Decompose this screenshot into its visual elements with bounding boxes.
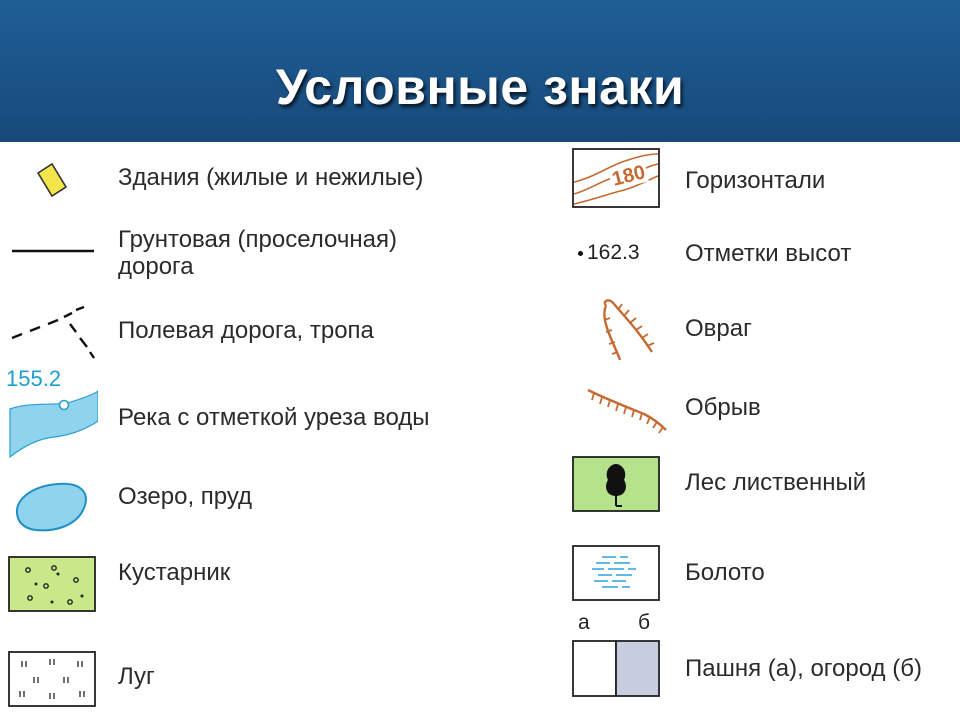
elevation-value: 162.3 [587,241,640,264]
cliff-icon [584,382,670,438]
title-bar [0,0,960,142]
building-icon [28,160,76,200]
elevation-mark-icon [578,240,668,268]
lake-icon [10,476,90,536]
swamp-icon [572,545,662,603]
arable-garden-icon [572,640,662,698]
legend-label-arable-garden: Пашня (а), огород (б) [685,655,922,682]
legend-label-shrub: Кустарник [118,559,231,586]
legend-label-ravine: Овраг [685,315,752,342]
contour-value: 180 [609,161,648,191]
legend-label-cliff: Обрыв [685,394,761,421]
legend-label-deciduous-forest: Лес лиственный [685,469,867,496]
legend-label-swamp: Болото [685,559,765,586]
ravine-icon [594,296,658,364]
legend-label-building: Здания (жилые и нежилые) [118,164,424,191]
legend-label-dirt-road: Грунтовая (проселочная) дорога [118,226,397,280]
sublabel-b: б [638,611,651,634]
legend-label-contour-lines: Горизонтали [685,167,826,194]
legend-label-field-road: Полевая дорога, тропа [118,317,374,344]
river-icon [6,365,98,460]
legend-label-elevation-marks: Отметки высот [685,240,852,267]
shrub-icon [8,556,98,614]
dirt-road-icon [10,244,96,258]
legend-label-river: Река с отметкой уреза воды [118,404,430,431]
field-road-icon [8,304,98,360]
page-title: Условные знаки [275,59,685,115]
elevation-point-icon [578,251,583,256]
river-water-level-value: 155.2 [6,366,62,391]
sublabel-a: а [578,611,590,634]
legend-label-meadow: Луг [118,663,155,690]
legend-label-lake: Озеро, пруд [118,483,253,510]
contour-lines-icon [572,148,662,210]
deciduous-forest-icon [572,456,662,514]
meadow-icon [8,651,98,709]
